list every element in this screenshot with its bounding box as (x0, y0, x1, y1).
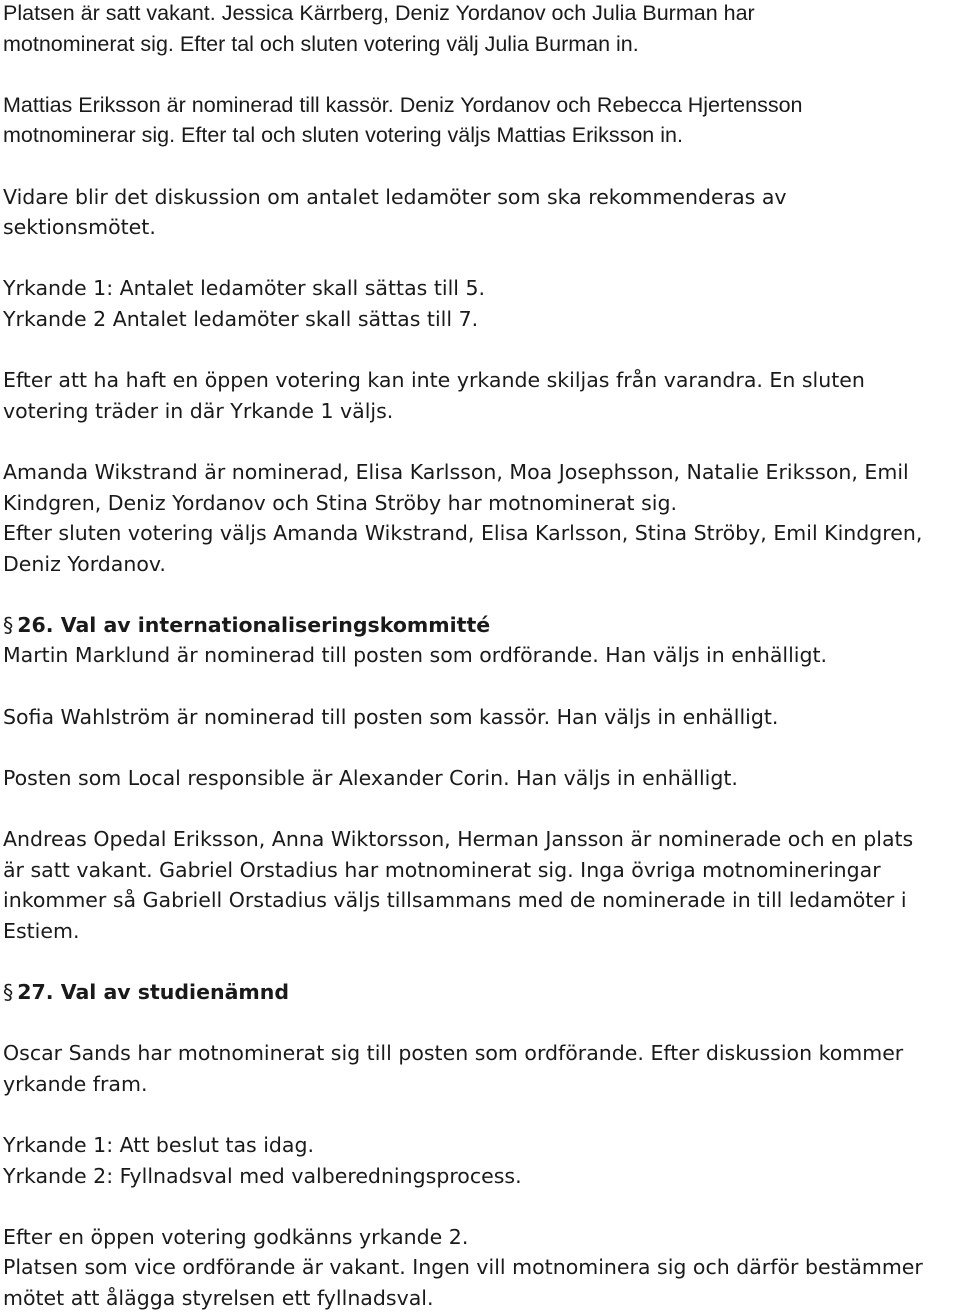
section-27 (3, 977, 953, 1314)
text-line: motnominerar sig. Efter tal och sluten votering väljs Mattias Eriksson in. (3, 123, 683, 148)
document-page (3, 0, 953, 1314)
text-line: Martin Marklund är nominerad till posten som ordförande. Han väljs in enhälligt. (3, 643, 828, 668)
text-line: Yrkande 1: Att beslut tas idag. (3, 1132, 315, 1157)
text-line: är satt vakant. Gabriel Orstadius har motnominerat sig. Inga övriga motnomineringar (3, 857, 881, 882)
text-line: Yrkande 1: Antalet ledamöter skall sättas till 5. (3, 276, 486, 301)
section-symbol: § (3, 980, 14, 1004)
section-heading (3, 977, 953, 1008)
section-title: 27. Val av studienämnd (17, 980, 290, 1004)
text-line: Efter en öppen votering godkänns yrkande 2. (3, 1224, 469, 1249)
text-line: Mattias Eriksson är nominerad till kassör. Deniz Yordanov och Rebecca Hjertensson (3, 92, 803, 117)
text-line: Oscar Sands har motnominerat sig till posten som ordförande. Efter diskussion kommer (3, 1041, 904, 1066)
text-line: Kindgren, Deniz Yordanov och Stina Ströby har motnominerat sig. (3, 490, 677, 515)
text-line: Yrkande 2: Fyllnadsval med valberedningsprocess. (3, 1163, 522, 1188)
text-line: votering träder in där Yrkande 1 väljs. (3, 398, 394, 423)
text-line: yrkande fram. (3, 1071, 148, 1096)
paragraph-vote-result (3, 365, 953, 426)
text-line: Efter att ha haft en öppen votering kan inte yrkande skiljas från varandra. En sluten (3, 368, 865, 393)
paragraph-member-count-discussion (3, 182, 953, 243)
text-line: Estiem. (3, 918, 80, 943)
paragraph-election-vacancy (3, 0, 953, 59)
text-line: Platsen är satt vakant. Jessica Kärrberg, Deniz Yordanov och Julia Burman har (3, 1, 755, 25)
text-line: sektionsmötet. (3, 215, 156, 240)
text-line: Vidare blir det diskussion om antalet ledamöter som ska rekommenderas av (3, 184, 787, 209)
text-line: Yrkande 2 Antalet ledamöter skall sättas till 7. (3, 306, 479, 331)
text-line: mötet att ålägga styrelsen ett fyllnadsval. (3, 1285, 434, 1310)
section-title: 26. Val av internationaliseringskommitté (17, 612, 491, 637)
text-line: Sofia Wahlström är nominerad till posten som kassör. Han väljs in enhälligt. (3, 704, 779, 729)
text-line: Efter sluten votering väljs Amanda Wikstrand, Elisa Karlsson, Stina Ströby, Emil Kindgren, (3, 521, 923, 546)
text-line: Amanda Wikstrand är nominerad, Elisa Karlsson, Moa Josephsson, Natalie Eriksson, Emil (3, 459, 909, 484)
paragraph-members-elected (3, 457, 953, 579)
text-line: Andreas Opedal Eriksson, Anna Wiktorsson, Herman Jansson är nominerade och en plats (3, 827, 914, 852)
text-line: Deniz Yordanov. (3, 551, 166, 576)
paragraph-treasurer-election (3, 90, 953, 151)
text-line: Posten som Local responsible är Alexander Corin. Han väljs in enhälligt. (3, 765, 738, 790)
text-line: inkommer så Gabriell Orstadius väljs tillsammans med de nominerade in till ledamöter i (3, 888, 907, 913)
section-symbol: § (3, 612, 14, 637)
text-line: motnominerat sig. Efter tal och sluten votering välj Julia Burman in. (3, 31, 639, 56)
text-line: Platsen som vice ordförande är vakant. Ingen vill motnominera sig och därför bestämmer (3, 1255, 923, 1280)
section-heading (3, 610, 953, 641)
section-26 (3, 610, 953, 947)
paragraph-motions (3, 273, 953, 334)
